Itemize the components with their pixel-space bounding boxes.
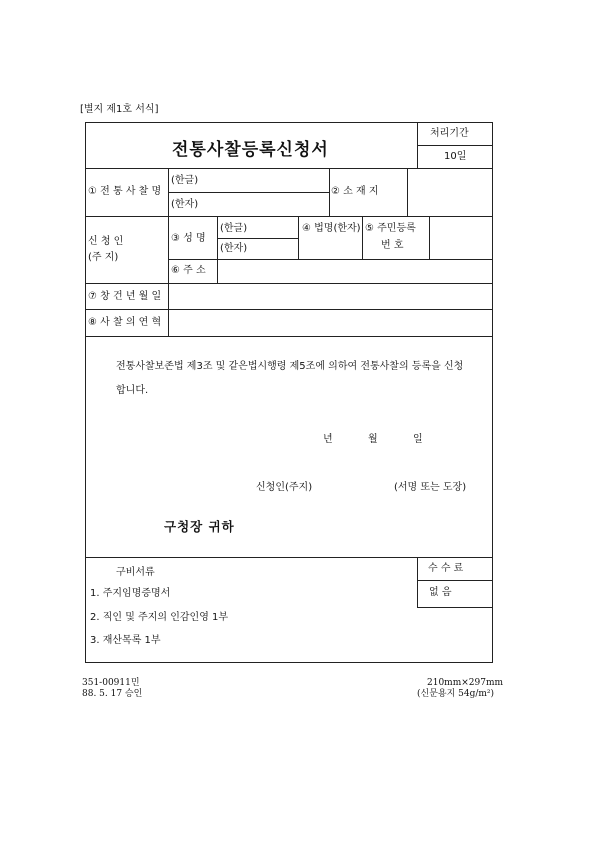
processing-period-value: 10일 <box>444 151 467 162</box>
document-title: 전통사찰등록신청서 <box>172 140 329 160</box>
addressee: 구청장 귀하 <box>164 519 235 534</box>
applicant-signature-label: 신청인(주지) <box>256 482 313 493</box>
statement-line-1: 전통사찰보존법 제3조 및 같은법시행령 제5조에 의하여 전통사찰의 등록을 신청 <box>116 361 464 372</box>
fee-value: 없 음 <box>429 587 452 598</box>
founding-date-label: ⑦ 창 건 년 월 일 <box>88 291 162 302</box>
processing-period-label: 처리기간 <box>430 128 469 139</box>
temple-name-hangul: (한글) <box>171 175 199 186</box>
history-label: ⑧ 사 찰 의 연 혁 <box>88 317 162 328</box>
approval-date: 88. 5. 17 승인 <box>82 689 143 699</box>
name-hanja: (한자) <box>220 243 248 254</box>
document-item: 2. 직인 및 주지의 인감인영 1부 <box>90 612 229 623</box>
name-label: ③ 성 명 <box>171 233 206 244</box>
applicant-label: 신 청 인 <box>88 236 124 247</box>
document-item: 3. 재산목록 1부 <box>90 635 161 646</box>
required-documents-title: 구비서류 <box>116 567 155 578</box>
signature-note: (서명 또는 도장) <box>394 482 467 493</box>
resident-number-label: ⑤ 주민등록 <box>365 223 416 234</box>
location-label: ② 소 재 지 <box>331 186 379 197</box>
date-day: 일 <box>413 434 423 445</box>
temple-name-hanja: (한자) <box>171 199 199 210</box>
date-year: 년 <box>323 434 333 445</box>
temple-name-label: ① 전 통 사 찰 명 <box>88 186 162 197</box>
document-item: 1. 주지임명증명서 <box>90 588 171 599</box>
address-label: ⑥ 주 소 <box>171 265 206 276</box>
paper-type: (신문용지 54g/m²) <box>417 689 495 699</box>
form-code: 351-00911민 <box>82 678 140 688</box>
applicant-sublabel: (주 지) <box>88 252 119 263</box>
paper-size: 210mm×297mm <box>427 678 504 688</box>
dharma-name-label: ④ 법명(한자) <box>302 223 361 234</box>
resident-number-sublabel: 번 호 <box>381 240 404 251</box>
date-month: 월 <box>368 434 378 445</box>
fee-label: 수 수 료 <box>428 563 464 574</box>
statement-line-2: 합니다. <box>116 385 149 396</box>
form-number-label: [별지 제1호 서식] <box>80 104 159 115</box>
name-hangul: (한글) <box>220 223 248 234</box>
